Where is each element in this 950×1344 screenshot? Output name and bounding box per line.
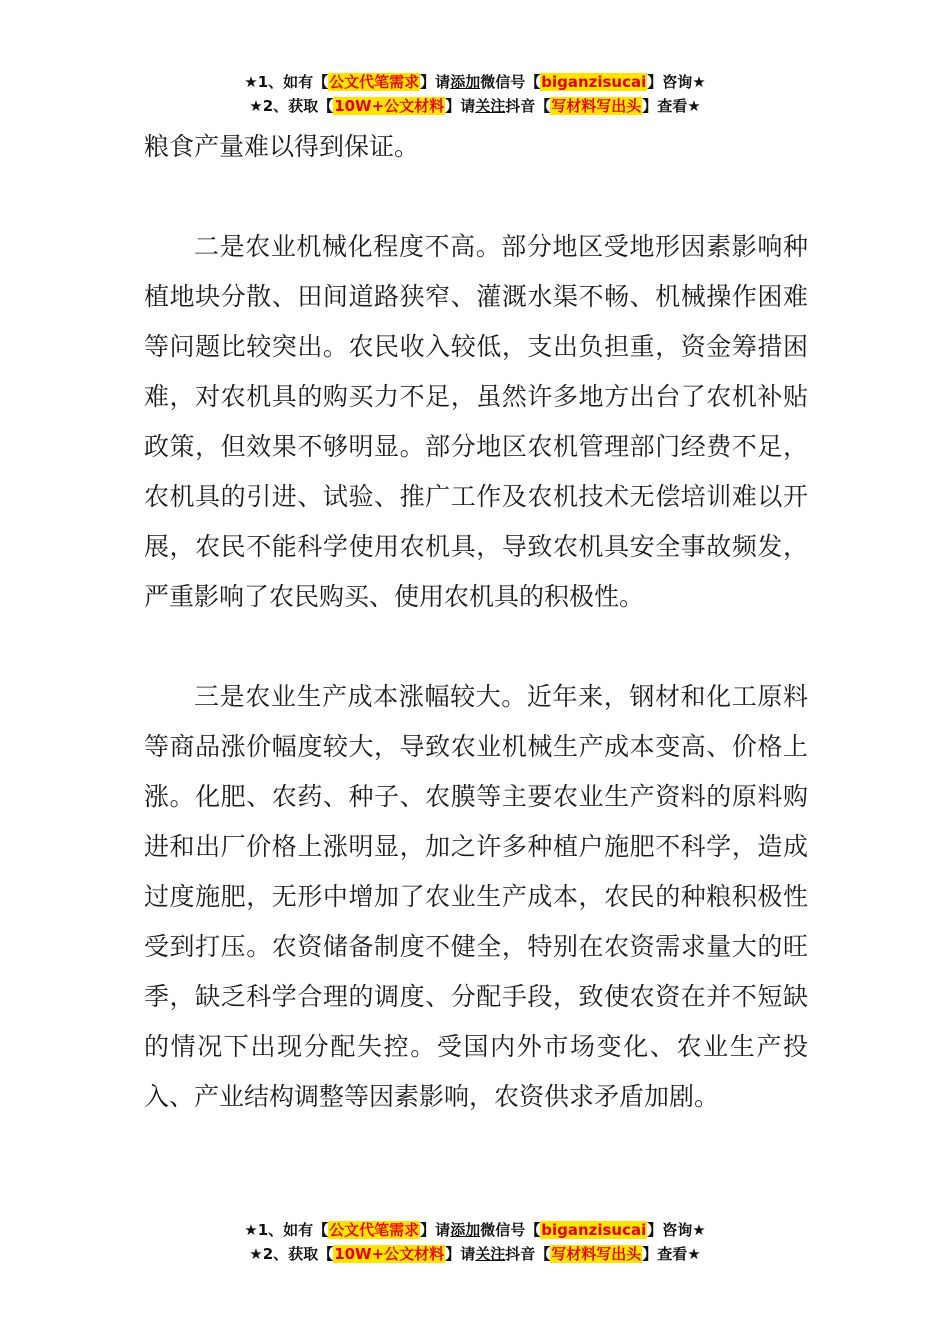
banner-text: ★1、如有【 bbox=[244, 1221, 329, 1239]
header-banner bbox=[0, 70, 950, 118]
highlight-wechat-id: biganzisucai bbox=[541, 73, 647, 91]
banner-text: 】查看★ bbox=[642, 1245, 701, 1263]
banner-text: 】请 bbox=[445, 97, 476, 115]
banner-text: 抖音【 bbox=[505, 1245, 551, 1263]
banner-text: 】请 bbox=[445, 1245, 476, 1263]
highlight-materials: 10W+公文材料 bbox=[334, 1245, 445, 1263]
paragraph-production-cost: 三是农业生产成本涨幅较大。近年来，钢材和化工原料等商品涨价幅度较大，导致农业机械生产成本变高、价格上涨。化肥、农药、种子、农膜等主要农业生产资料的原料购进和出厂价格上涨明显，加之许多种植户施肥不科学，造成过度施肥，无形中增加了农业生产成本，农民的种粮积极性受到打压。农资储备制度不健全，特别在农资需求量大的旺季，缺乏科学合理的调度、分配手段，致使农资在并不短缺的情况下出现分配失控。受国内外市场变化、农业生产投入、产业结构调整等因素影响，农资供求矛盾加剧。 bbox=[144, 682, 808, 1111]
highlight-service: 公文代笔需求 bbox=[329, 73, 420, 91]
underlined-word: 添加 bbox=[450, 73, 481, 91]
banner-text: ★2、获取【 bbox=[249, 1245, 334, 1263]
banner-text: ★2、获取【 bbox=[249, 97, 334, 115]
banner-line-1 bbox=[0, 70, 950, 94]
paragraph-mechanization: 二是农业机械化程度不高。部分地区受地形因素影响种植地块分散、田间道路狭窄、灌溉水渠不畅、机械操作困难等问题比较突出。农民收入较低，支出负担重，资金筹措困难，对农机具的购买力不足，虽然许多地方出台了农机补贴政策，但效果不够明显。部分地区农机管理部门经费不足，农机具的引进、试验、推广工作及农机技术无偿培训难以开展，农民不能科学使用农机具，导致农机具安全事故频发，严重影响了农民购买、使用农机具的积极性。 bbox=[144, 232, 808, 611]
banner-text: 】咨询★ bbox=[647, 1221, 706, 1239]
banner-text: 抖音【 bbox=[505, 97, 551, 115]
footer-banner bbox=[0, 1218, 950, 1266]
document-body bbox=[144, 122, 808, 1122]
banner-line-1 bbox=[0, 1218, 950, 1242]
banner-line-2 bbox=[0, 94, 950, 118]
highlight-douyin-account: 写材料写出头 bbox=[551, 1245, 642, 1263]
banner-text: ★1、如有【 bbox=[244, 73, 329, 91]
highlight-service: 公文代笔需求 bbox=[329, 1221, 420, 1239]
banner-text: 】请 bbox=[420, 73, 451, 91]
underlined-word: 添加 bbox=[450, 1221, 481, 1239]
banner-text: 】请 bbox=[420, 1221, 451, 1239]
highlight-wechat-id: biganzisucai bbox=[541, 1221, 647, 1239]
banner-text: 】咨询★ bbox=[647, 73, 706, 91]
underlined-word: 关注 bbox=[475, 1245, 506, 1263]
banner-text: 】查看★ bbox=[642, 97, 701, 115]
underlined-word: 关注 bbox=[475, 97, 506, 115]
banner-line-2 bbox=[0, 1242, 950, 1266]
highlight-douyin-account: 写材料写出头 bbox=[551, 97, 642, 115]
banner-text: 微信号【 bbox=[480, 73, 541, 91]
paragraph-gap bbox=[144, 622, 808, 672]
banner-text: 微信号【 bbox=[480, 1221, 541, 1239]
paragraph-gap bbox=[144, 172, 808, 222]
paragraph-continued: 粮食产量难以得到保证。 bbox=[144, 132, 420, 161]
highlight-materials: 10W+公文材料 bbox=[334, 97, 445, 115]
